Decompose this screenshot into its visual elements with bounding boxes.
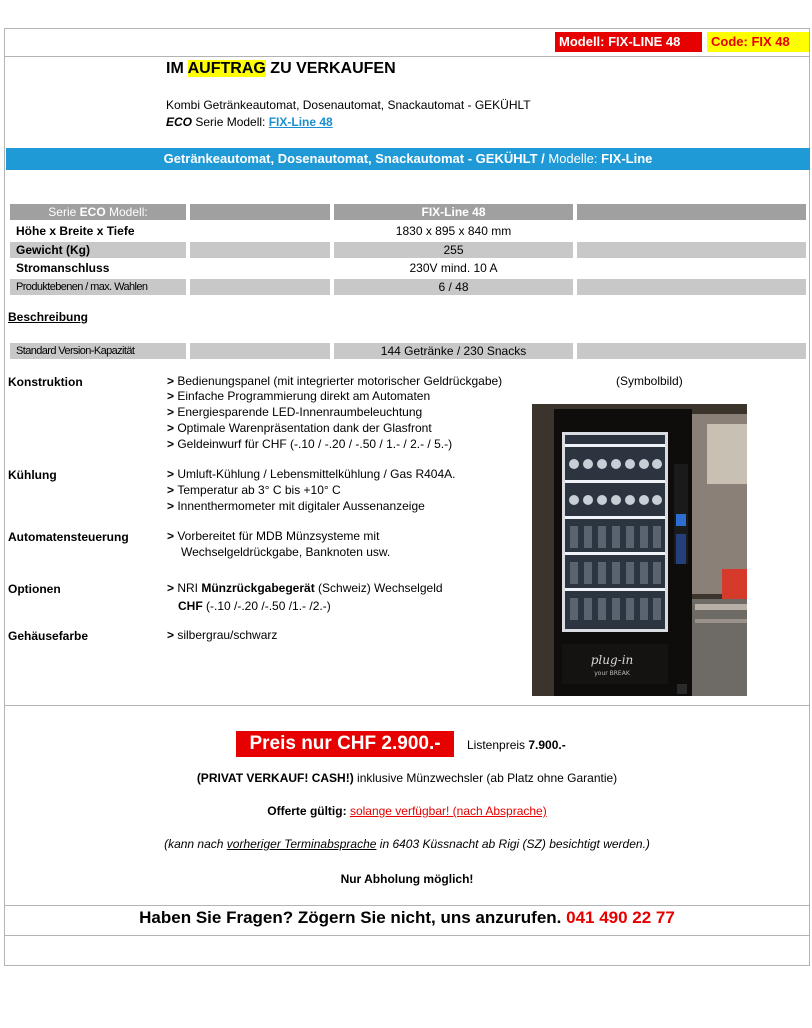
spec-row-value: 255 [334,242,573,258]
gehaeuse-label: Gehäusefarbe [8,629,89,643]
divider-price [4,705,810,706]
feature-item: > Energiesparende LED-Innenraumbeleuchtung [167,405,423,419]
feature-item: > Bedienungspanel (mit integrierter motorischer Geldrückgabe) [167,374,503,388]
contact-line: Haben Sie Fragen? Zögern Sie nicht, uns anzurufen. 041 490 22 77 [139,908,675,927]
private-sale-note: (PRIVAT VERKAUF! CASH!) inklusive Münzwechsler (ab Platz ohne Garantie) [196,771,618,785]
capacity-cell [190,343,330,359]
series-line: ECO Serie Modell: FIX-Line 48 [166,115,333,129]
feature-item: > Optimale Warenpräsentation dank der Glasfront [167,421,432,435]
viewing-note: (kann nach vorheriger Terminabsprache in 6403 Küssnacht ab Rigi (SZ) besichtigt werden.) [164,837,650,851]
spec-header-cell [577,204,806,220]
feature-item: > Einfache Programmierung direkt am Automaten [167,389,431,403]
vending-machine-photo [532,404,747,696]
spec-row-cell [577,279,806,295]
offer-validity: Offerte gültig: solange verfügbar! (nach Absprache) [267,804,547,818]
capacity-label: Standard Version-Kapazität [10,343,186,359]
kuehlung-label: Kühlung [8,468,57,482]
divider-top [4,56,810,57]
konstruktion-label: Konstruktion [8,375,83,389]
feature-item: CHF (-.10 /-.20 /-.50 /1.- /2.-) [178,599,331,613]
photo-brand-text: plug-in [590,653,634,667]
spec-row-value: 1830 x 895 x 840 mm [395,224,512,238]
page-title: IM AUFTRAG ZU VERKAUFEN [166,60,396,77]
spec-row-value: 6 / 48 [334,279,573,295]
spec-header-cell [190,204,330,220]
intro-line: Kombi Getränkeautomat, Dosenautomat, Snackautomat - GEKÜHLT [166,98,531,112]
description-heading: Beschreibung [8,310,89,324]
feature-item: Wechselgeldrückgabe, Banknoten usw. [181,545,391,559]
divider-footer [4,905,810,906]
photo-brand-subtext: your BREAK [594,670,630,677]
model-link[interactable]: FIX-Line 48 [268,115,333,129]
pickup-note: Nur Abholung möglich! [340,872,474,886]
optionen-label: Optionen [8,582,61,596]
capacity-value: 144 Getränke / 230 Snacks [334,343,573,359]
category-banner: Getränkeautomat, Dosenautomat, Snackautomat - GEKÜHLT / Modelle: FIX-Line [6,148,810,170]
spec-row-cell [190,279,330,295]
symbol-note: (Symbolbild) [616,374,683,388]
spec-row-label: Gewicht (Kg) [10,242,186,258]
feature-item: > NRI Münzrückgabegerät (Schweiz) Wechselgeld [167,581,443,595]
phone-number[interactable]: 041 490 22 77 [566,908,675,927]
divider-bottom [4,935,810,936]
feature-item: > Vorbereitet für MDB Münzsysteme mit [167,529,380,543]
feature-item: > Geldeinwurf für CHF (-.10 / -.20 / -.50 / 1.- / 2.- / 5.-) [167,437,453,451]
feature-item: > Umluft-Kühlung / Lebensmittelkühlung / Gas R404A. [167,467,456,481]
steuerung-label: Automatensteuerung [8,530,129,544]
title-highlight: AUFTRAG [187,60,266,77]
capacity-cell [577,343,806,359]
spec-row-value: 230V mind. 10 A [409,261,498,275]
spec-header-label: Serie ECO Modell: [10,204,186,220]
spec-row-label: Höhe x Breite x Tiefe [16,224,135,238]
spec-row-cell [190,242,330,258]
model-badge: Modell: FIX-LINE 48 [555,32,702,52]
price-badge: Preis nur CHF 2.900.- [236,731,454,757]
feature-item: > Temperatur ab 3° C bis +10° C [167,483,341,497]
list-price: Listenpreis 7.900.- [467,738,566,752]
spec-header-value: FIX-Line 48 [334,204,573,220]
feature-item: > Innenthermometer mit digitaler Aussenanzeige [167,499,425,513]
spec-row-label: Produktebenen / max. Wahlen [10,279,186,295]
code-badge: Code: FIX 48 [707,32,809,52]
feature-item: > silbergrau/schwarz [167,628,278,642]
spec-row-label: Stromanschluss [16,261,110,275]
spec-row-cell [577,242,806,258]
